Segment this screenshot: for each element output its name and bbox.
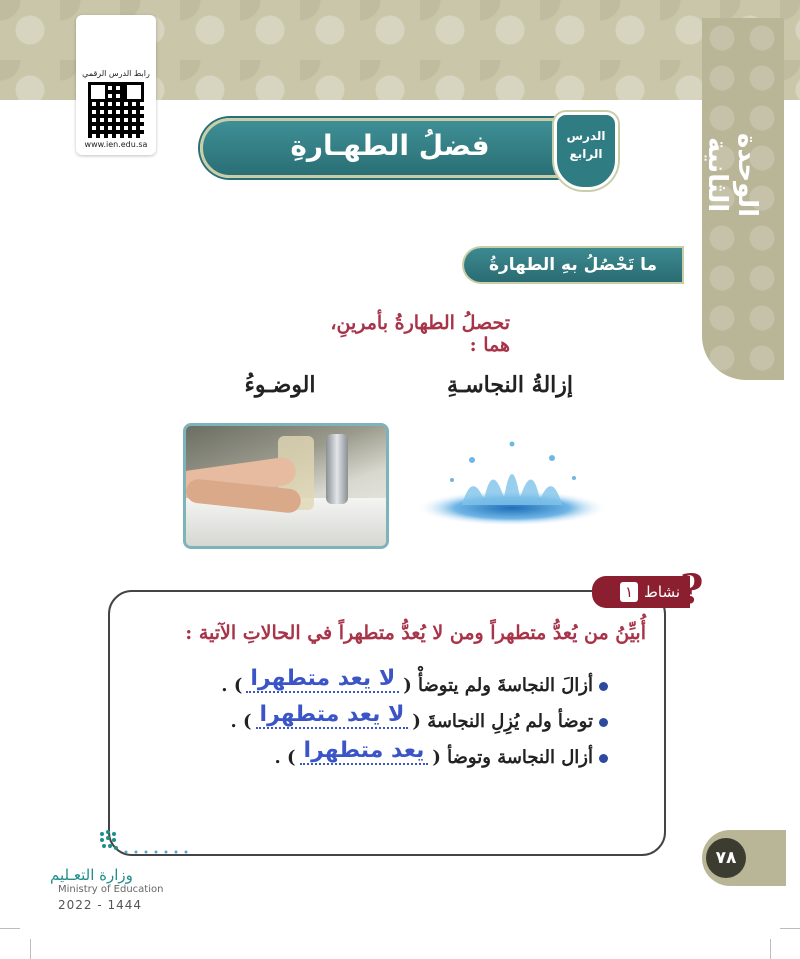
- item-label-wudu: الوضـوءُ: [244, 372, 316, 398]
- section-header: ما تَحْصُلُ بهِ الطهارةُ: [464, 248, 682, 282]
- case-text: أزالَ النجاسةَ ولم يتوضأْ (: [403, 675, 593, 696]
- question-mark-icon: ?: [680, 566, 704, 613]
- crop-mark: [780, 928, 800, 929]
- bullet-icon: [599, 754, 608, 763]
- answer-field[interactable]: يعد متطهرا: [300, 738, 429, 765]
- case-item: [180, 702, 608, 740]
- lesson-badge-line1: الدرس: [566, 129, 606, 143]
- crop-mark: [30, 939, 31, 959]
- lesson-title: فضلُ الطهـارةِ: [290, 129, 490, 162]
- qr-url[interactable]: www.ien.edu.sa: [84, 140, 148, 149]
- qr-code-icon[interactable]: [88, 82, 144, 138]
- intro-text: تحصلُ الطهارةُ بأمرينِ، هما :: [330, 312, 510, 356]
- activity-tab-number: ١: [620, 582, 638, 602]
- case-end: ) .: [221, 675, 243, 696]
- case-text: توضأ ولم يُزِلِ النجاسةَ (: [412, 711, 593, 732]
- qr-card[interactable]: [76, 15, 156, 155]
- faucet-shape: [326, 434, 348, 504]
- bullet-icon: [599, 718, 608, 727]
- qr-caption: رابط الدرس الرقمي: [82, 69, 150, 78]
- lesson-badge-line2: الرابع: [569, 147, 603, 161]
- water-splash-image: [412, 430, 612, 530]
- edition-year: 2022 - 1444: [58, 898, 143, 912]
- case-end: ) .: [274, 747, 296, 768]
- lesson-badge: [554, 112, 618, 190]
- crop-mark: [0, 928, 20, 929]
- ministry-logo-icon: [96, 828, 192, 858]
- activity-tab-label: نشاط: [644, 583, 680, 601]
- case-item: [180, 738, 608, 776]
- crop-mark: [770, 939, 771, 959]
- ministry-name-en: Ministry of Education: [58, 884, 164, 895]
- ministry-name-ar: وزارة التعـليم: [50, 866, 133, 884]
- item-label-najasa: إزالةُ النجاسـةِ: [446, 372, 574, 398]
- bullet-icon: [599, 682, 608, 691]
- answer-field[interactable]: لا يعد متطهرا: [246, 666, 399, 693]
- case-item: [180, 666, 608, 704]
- activity-instruction: أُبيِّنُ من يُعدُّ متطهراً ومن لا يُعدُّ متطهراً في الحالاتِ الآتية :: [185, 622, 646, 644]
- hand-washing-photo: [183, 423, 389, 549]
- page-number: ٧٨: [706, 838, 746, 878]
- unit-title: الوحدة الثانية: [702, 132, 762, 218]
- answer-field[interactable]: لا يعد متطهرا: [256, 702, 409, 729]
- case-text: أزال النجاسة وتوضأ (: [432, 747, 593, 768]
- activity-tab: [592, 576, 690, 608]
- case-end: ) .: [230, 711, 252, 732]
